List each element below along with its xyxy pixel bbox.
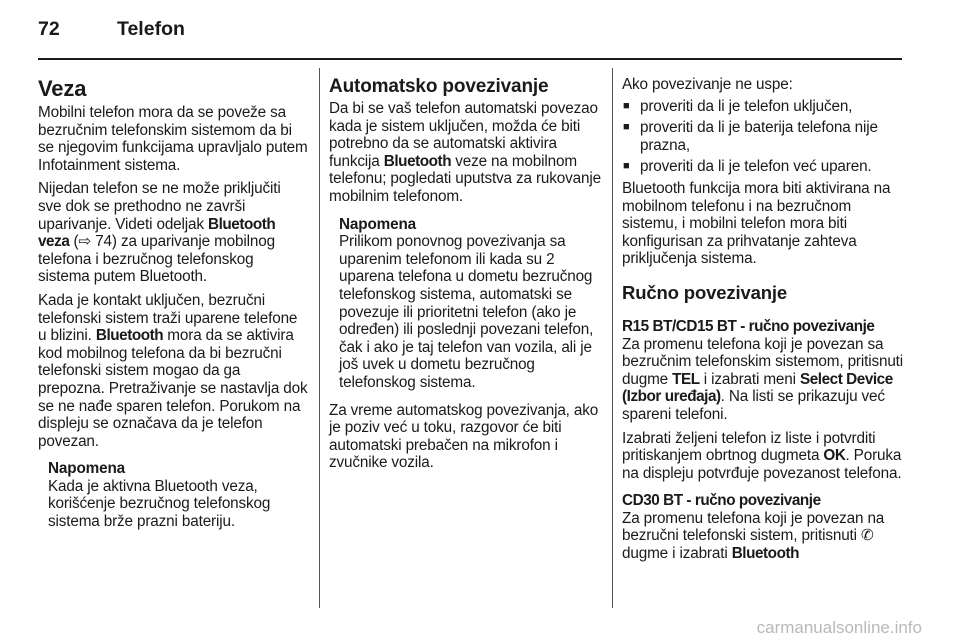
subsection-title: CD30 BT - ručno povezivanje <box>622 492 821 510</box>
keyword: Bluetooth <box>731 545 800 563</box>
watermark: carmanualsonline.info <box>756 618 922 637</box>
keyword: Bluetooth <box>383 152 452 170</box>
section-heading-automatsko: Automatsko povezivanje <box>329 76 549 97</box>
bullet-icon: ■ <box>623 160 630 173</box>
list-item: ■ proveriti da li je baterija telefona nije prazna, <box>623 119 878 154</box>
note-box <box>48 460 308 530</box>
bullet-icon: ■ <box>623 99 630 112</box>
page-ref-arrow-icon: ⇨ <box>78 233 92 251</box>
keyword: OK <box>823 447 846 465</box>
paragraph: Za vreme automatskog povezivanja, ako je poziv već u toku, razgovor će biti automatski prebačen na mikrofon i zvučnike vozila. <box>329 401 599 472</box>
column-divider-2 <box>612 68 613 608</box>
keyword: Bluetooth veza <box>38 215 276 251</box>
phone-music-icon: ✆ <box>861 527 874 545</box>
list-item: ■ proveriti da li je telefon već uparen. <box>623 158 872 176</box>
column-1 <box>38 76 308 541</box>
paragraph: Da bi se vaš telefon automatski povezao kada je sistem uključen, možda će biti potrebno da se automatski aktivira funkcija Bluetooth veze na mobilnom telefonu; pogledati uputstva za rukovanje mobilnim telefonom. <box>329 100 601 205</box>
bullet-icon: ■ <box>623 121 630 134</box>
paragraph: Kada je kontakt uključen, bezručni telefonski sistem traži uparene telefone u blizini. Bluetooth mora da se aktivira kod mobilnog telefona da bi bezručni telefonski sistem mogao da ga prepozna. Pretraživanje se nastavlja dok se ne nađe sparen telefon. Porukom na displeju se označava da je telefon povezan. <box>38 291 308 450</box>
section-heading-veza: Veza <box>38 76 87 101</box>
note-label: Napomena <box>48 460 126 478</box>
page-number: 72 <box>38 18 60 40</box>
note-label: Napomena <box>339 215 417 233</box>
keyword: Bluetooth <box>95 327 164 345</box>
paragraph: Nijedan telefon se ne može priključiti sve dok se prethodno ne završi uparivanje. Videti odeljak Bluetooth veza (⇨ 74) za uparivanje mobilnog telefona i bezručnog telefonskog sistema putem Bluetooth. <box>38 180 281 286</box>
column-divider-1 <box>319 68 320 608</box>
note-box <box>339 216 606 392</box>
paragraph: Izabrati željeni telefon iz liste i potvrditi pritiskanjem obrtnog dugmeta OK. Poruka na displeju potvrđuje povezanost telefona. <box>622 429 902 482</box>
header-rule <box>38 58 902 60</box>
paragraph: Bluetooth funkcija mora biti aktivirana na mobilnom telefonu i na bezručnom sistemu, i mobilni telefon mora biti konfigurisan za prihvatanje zahteva priključenja sistema. <box>622 179 891 268</box>
column-2 <box>329 76 606 478</box>
column-3 <box>622 76 904 569</box>
paragraph: Ako povezivanje ne uspe: <box>622 76 793 93</box>
chapter-title: Telefon <box>117 18 185 40</box>
note-text: Kada je aktivna Bluetooth veza, korišćenje bezručnog telefonskog sistema brže prazni bateriju. <box>48 477 271 531</box>
paragraph: Za promenu telefona koji je povezan na bezručni telefonski sistem, pritisnuti ✆ dugme i izabrati Bluetooth <box>622 509 885 563</box>
keyword: Select Device (Izbor uređaja) <box>622 370 893 406</box>
paragraph: Mobilni telefon mora da se poveže sa bezručnim telefonskim sistemom da bi se njegovim funkcijama upravljalo putem Infotainment sistema. <box>38 104 308 174</box>
section-heading-rucno: Ručno povezivanje <box>622 281 788 303</box>
subsection-title: R15 BT/CD15 BT - ručno povezivanje <box>622 317 875 335</box>
paragraph: Za promenu telefona koji je povezan sa bezručnim telefonskim sistemom, pritisnuti dugme TEL i izabrati meni Select Device (Izbor uređaja). Na listi se prikazuju već spareni telefoni. <box>622 335 904 423</box>
note-text: Prilikom ponovnog povezivanja sa uparenim telefonom ili kada su 2 uparena telefona u dometu bezručnog telefonskog sistema, automatski se povezuje ili prioritetni telefon (ako je određen) ili poslednji povezani telefon, čak i ako je taj telefon van vozila, ali je još uvek u dometu bezručnog telefonskog sistema. <box>339 233 594 391</box>
list-item: ■ proveriti da li je telefon uključen, <box>623 97 853 115</box>
bullet-list <box>622 98 904 176</box>
keyword: TEL <box>672 370 700 388</box>
